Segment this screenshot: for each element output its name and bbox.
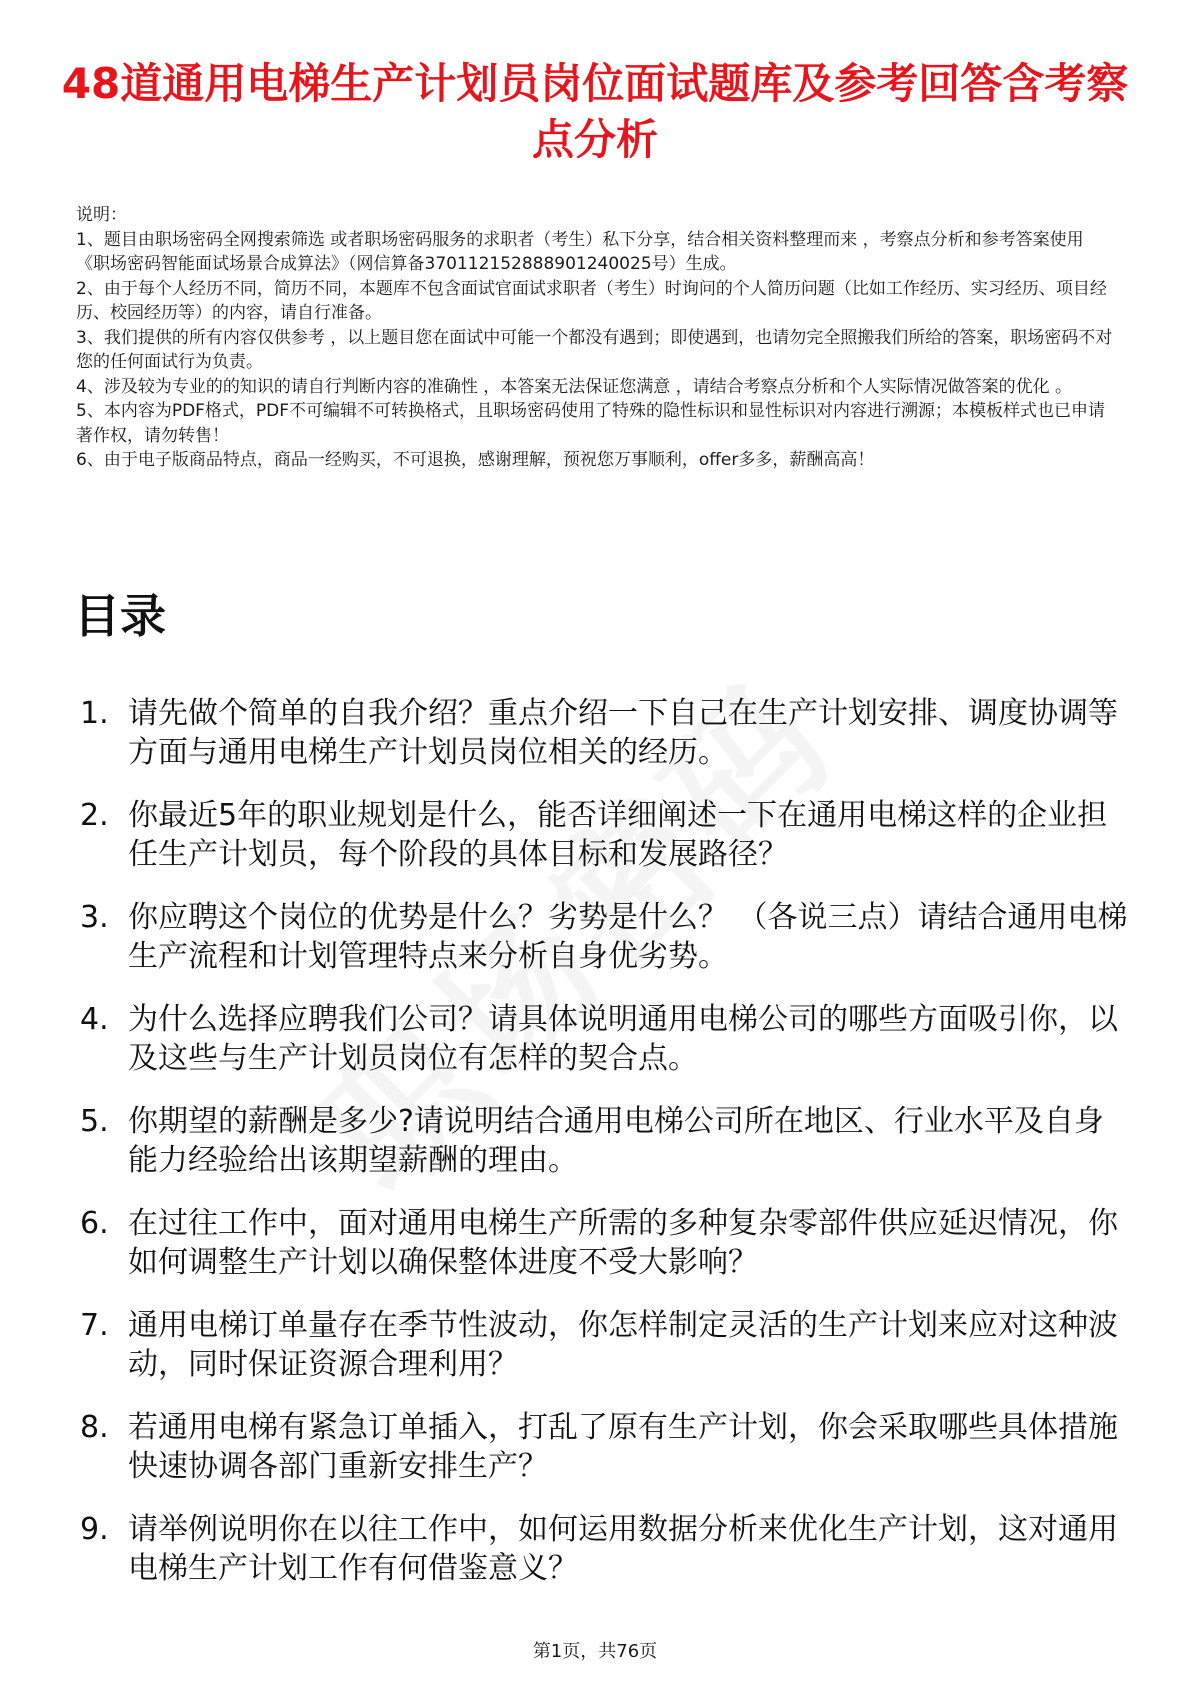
page-footer: 第1页，共76页 [532,1641,658,1662]
toc-item-text: 你应聘这个岗位的优势是什么？劣势是什么？ （各说三点）请结合通用电梯生产流程和计划管理特点来分析自身优劣势。 [128,900,1128,974]
toc-item[interactable] [80,898,1130,976]
toc-item-text: 在过往工作中，面对通用电梯生产所需的多种复杂零部件供应延迟情况，你如何调整生产计划以确保整体进度不受大影响？ [128,1206,1118,1280]
toc-item-number: 3. [80,900,109,935]
toc-item-number: 9. [80,1512,109,1547]
toc-item[interactable] [80,1408,1130,1486]
toc-heading: 目录 [74,589,166,643]
toc-item-number: 4. [80,1002,109,1037]
toc-item-text: 你最近5年的职业规划是什么，能否详细阐述一下在通用电梯这样的企业担任生产计划员，每个阶段的具体目标和发展路径？ [128,798,1108,872]
toc-item-text: 若通用电梯有紧急订单插入，打乱了原有生产计划，你会采取哪些具体措施快速协调各部门重新安排生产？ [128,1410,1118,1484]
toc-item-number: 8. [80,1410,109,1445]
toc-item-text: 请先做个简单的自我介绍？重点介绍一下自己在生产计划安排、调度协调等方面与通用电梯生产计划员岗位相关的经历。 [128,696,1118,770]
notes-item: 1、题目由职场密码全网搜索筛选 或者职场密码服务的求职者（考生）私下分享，结合相关资料整理而来 ，考察点分析和参考答案使用《职场密码智能面试场景合成算法》（网信算备370112152888901240025号）生成。 [76,229,1084,274]
toc-item[interactable] [80,796,1130,874]
page-title: 48道通用电梯生产计划员岗位面试题库及参考回答含考察点分析 [61,59,1129,164]
notes-heading: 说明： [76,205,127,225]
notes-item: 5、本内容为PDF格式，PDF不可编辑不可转换格式，且职场密码使用了特殊的隐性标识和显性标识对内容进行溯源；本模板样式也已申请著作权，请勿转售！ [76,401,1106,446]
toc-item-number: 7. [80,1308,109,1343]
toc-list [80,694,1130,1612]
toc-item-text: 为什么选择应聘我们公司？请具体说明通用电梯公司的哪些方面吸引你，以及这些与生产计划员岗位有怎样的契合点。 [128,1002,1118,1076]
toc-item-number: 1. [80,696,109,731]
notes-item: 6、由于电子版商品特点，商品一经购买，不可退换，感谢理解，预祝您万事顺利，offer多多，薪酬高高！ [76,450,875,470]
toc-item[interactable] [80,1102,1130,1180]
toc-item-number: 6. [80,1206,109,1241]
toc-item[interactable] [80,1204,1130,1282]
notes-item: 3、我们提供的所有内容仅供参考 ，以上题目您在面试中可能一个都没有遇到；即使遇到，也请勿完全照搬我们所给的答案，职场密码不对您的任何面试行为负责。 [76,327,1113,372]
toc-item-text: 请举例说明你在以往工作中，如何运用数据分析来优化生产计划，这对通用电梯生产计划工作有何借鉴意义？ [128,1512,1118,1586]
toc-item-number: 2. [80,798,109,833]
toc-item[interactable] [80,1510,1130,1588]
notes-item: 4、涉及较为专业的的知识的请自行判断内容的准确性 ，本答案无法保证您满意 ，请结合考察点分析和个人实际情况做答案的优化 。 [76,376,1073,397]
notes-section [76,203,1116,473]
toc-item[interactable] [80,1000,1130,1078]
toc-item-number: 5. [80,1104,109,1139]
toc-item[interactable] [80,694,1130,772]
toc-item[interactable] [80,1306,1130,1384]
toc-item-text: 通用电梯订单量存在季节性波动，你怎样制定灵活的生产计划来应对这种波动，同时保证资源合理利用？ [128,1308,1118,1382]
notes-item: 2、由于每个人经历不同，简历不同，本题库不包含面试官面试求职者（考生）时询问的个人简历问题（比如工作经历、实习经历、项目经历、校园经历等）的内容，请自行准备。 [76,278,1107,323]
toc-item-text: 你期望的薪酬是多少?请说明结合通用电梯公司所在地区、行业水平及自身能力经验给出该期望薪酬的理由。 [128,1104,1104,1178]
